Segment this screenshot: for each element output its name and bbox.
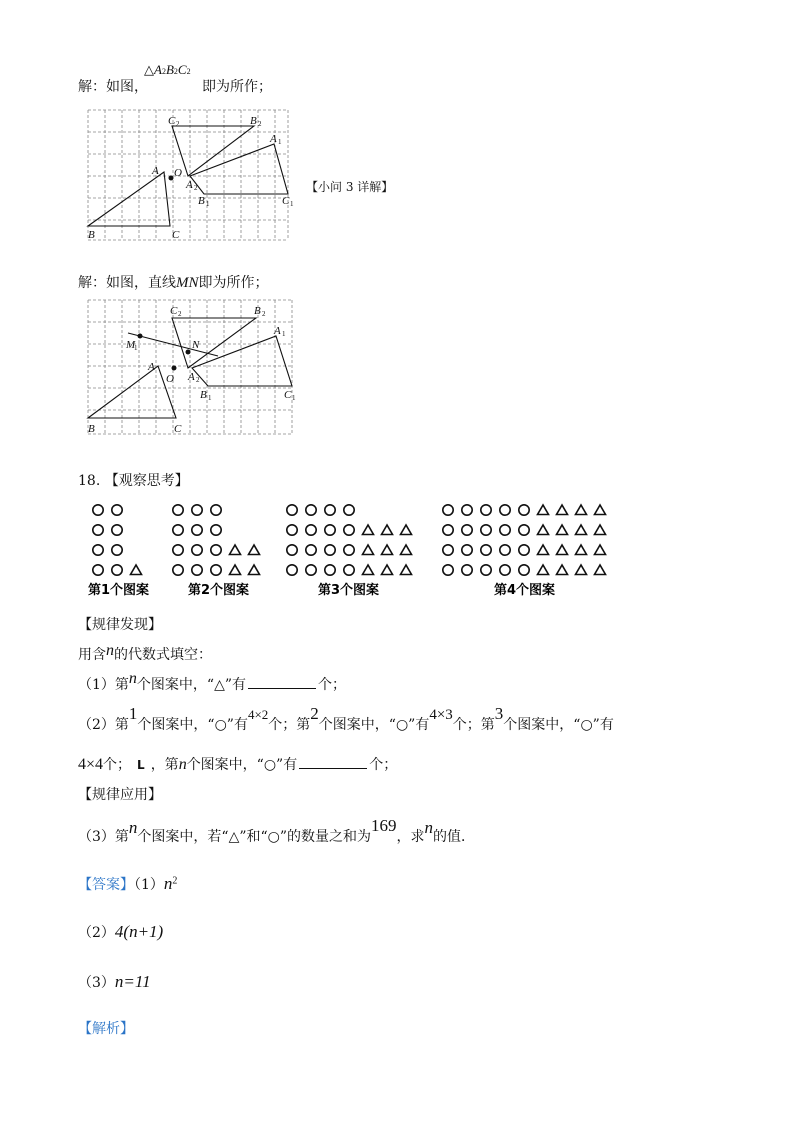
circle-mark xyxy=(173,545,183,555)
blank-1[interactable] xyxy=(248,678,316,689)
label-b2: B xyxy=(254,305,261,317)
pattern-2 xyxy=(173,505,260,598)
circle-mark xyxy=(462,565,472,575)
label-a: A xyxy=(148,361,155,373)
circle-mark xyxy=(112,545,122,555)
circle-mark xyxy=(211,545,221,555)
triangle-mark xyxy=(538,525,549,535)
circle-mark xyxy=(192,545,202,555)
label-c1: C xyxy=(284,389,292,401)
circle-mark xyxy=(344,505,354,515)
circle-mark xyxy=(112,505,122,515)
svg-text:1: 1 xyxy=(134,344,138,352)
triangle-mark xyxy=(382,525,393,535)
svg-text:1: 1 xyxy=(208,394,212,402)
label-c1: C xyxy=(282,195,290,207)
circle-mark xyxy=(325,565,335,575)
circle-mark xyxy=(173,525,183,535)
circle-mark xyxy=(344,525,354,535)
pattern-4 xyxy=(443,505,606,598)
label-o: O xyxy=(166,373,174,385)
triangle-mark xyxy=(557,525,568,535)
figure-1-grid xyxy=(88,110,294,242)
circle-mark xyxy=(443,565,453,575)
triangle-mark xyxy=(576,565,587,575)
triangle-mark xyxy=(131,565,142,575)
triangle-mark xyxy=(249,565,260,575)
label-a2: A xyxy=(186,179,193,191)
analysis-heading: 【解析】 xyxy=(78,1021,134,1037)
part-2-continued: 4×4个； L ，第n个图案中，“○”有 个； xyxy=(78,756,398,773)
triangle-mark xyxy=(595,505,606,515)
triangle-mark xyxy=(576,505,587,515)
triangle-mark xyxy=(557,505,568,515)
circle-mark xyxy=(211,525,221,535)
circle-mark xyxy=(325,545,335,555)
circle-mark xyxy=(344,545,354,555)
triangle-mark xyxy=(576,545,587,555)
circle-mark xyxy=(462,525,472,535)
triangle-mark xyxy=(363,525,374,535)
triangle-mark xyxy=(595,525,606,535)
answer-2: （2）4(n+1) xyxy=(78,922,164,941)
circle-mark xyxy=(519,505,529,515)
label-m: M xyxy=(126,339,136,351)
triangle-mark xyxy=(557,565,568,575)
svg-text:1: 1 xyxy=(282,330,286,338)
label-b2: B xyxy=(250,115,257,127)
circle-mark xyxy=(519,545,529,555)
label-a2: A xyxy=(188,371,195,383)
circle-mark xyxy=(443,545,453,555)
circle-mark xyxy=(112,565,122,575)
circle-mark xyxy=(192,565,202,575)
circle-mark xyxy=(344,565,354,575)
circle-mark xyxy=(93,525,103,535)
circle-mark xyxy=(287,525,297,535)
label-b1: B xyxy=(198,195,205,207)
triangle-mark xyxy=(538,565,549,575)
circle-mark xyxy=(306,525,316,535)
svg-text:1: 1 xyxy=(290,200,294,208)
answer-1: 【答案】$(1)n^2$ xyxy=(78,874,178,893)
triangle-mark xyxy=(576,525,587,535)
circle-mark xyxy=(519,525,529,535)
svg-text:2: 2 xyxy=(262,310,266,318)
pattern-label: 第3个图案 xyxy=(318,583,380,598)
label-c: C xyxy=(174,423,182,435)
label-b1: B xyxy=(200,389,207,401)
svg-text:1: 1 xyxy=(206,200,210,208)
pattern-3 xyxy=(287,505,412,598)
circle-mark xyxy=(306,565,316,575)
svg-text:2: 2 xyxy=(194,184,198,192)
triangle-mark xyxy=(363,565,374,575)
fill-instruction: 用含n的代数式填空： xyxy=(78,642,212,663)
circle-mark xyxy=(93,505,103,515)
pattern-1 xyxy=(88,505,149,598)
triangle-mark xyxy=(382,545,393,555)
circle-mark xyxy=(192,525,202,535)
rule-application-heading: 【规律应用】 xyxy=(78,787,162,803)
part-1: （1）第n个图案中，“△”有 个； xyxy=(78,670,347,693)
circle-mark xyxy=(211,565,221,575)
note-sub-question-3: 【小问 3 详解】 xyxy=(306,180,394,194)
label-a1: A xyxy=(270,133,277,145)
svg-text:2: 2 xyxy=(176,120,180,128)
circle-mark xyxy=(192,505,202,515)
triangle-mark xyxy=(538,505,549,515)
circle-mark xyxy=(462,545,472,555)
circle-mark xyxy=(481,505,491,515)
triangle-mark xyxy=(595,565,606,575)
circle-mark xyxy=(481,525,491,535)
triangle-mark xyxy=(249,545,260,555)
circle-mark xyxy=(112,525,122,535)
circle-mark xyxy=(500,565,510,575)
circle-mark xyxy=(500,545,510,555)
pattern-figures xyxy=(86,496,626,600)
circle-mark xyxy=(481,545,491,555)
triangle-mark xyxy=(538,545,549,555)
triangle-a2b2c2: △A2B2C2 xyxy=(144,62,191,77)
circle-mark xyxy=(500,525,510,535)
pattern-label: 第4个图案 xyxy=(494,583,556,598)
part-3: （3）第n个图案中，若“△”和“○”的数量之和为169，求n的值． xyxy=(78,816,476,845)
answer-3: （3）n=11 xyxy=(78,972,151,991)
label-n: N xyxy=(192,339,200,351)
circle-mark xyxy=(519,565,529,575)
triangle-mark xyxy=(401,545,412,555)
figure-2-grid xyxy=(88,300,296,436)
triangle-mark xyxy=(382,565,393,575)
circle-mark xyxy=(93,565,103,575)
svg-text:2: 2 xyxy=(178,310,182,318)
circle-mark xyxy=(211,505,221,515)
circle-mark xyxy=(443,525,453,535)
label-c: C xyxy=(172,229,180,241)
label-c2: C xyxy=(168,115,176,127)
svg-text:1: 1 xyxy=(278,138,282,146)
label-a: A xyxy=(152,165,159,177)
circle-mark xyxy=(93,545,103,555)
label-a1: A xyxy=(274,325,281,337)
label-c2: C xyxy=(170,305,178,317)
circle-mark xyxy=(481,565,491,575)
pattern-label: 第2个图案 xyxy=(188,583,250,598)
circle-mark xyxy=(287,545,297,555)
circle-mark xyxy=(173,565,183,575)
svg-text:1: 1 xyxy=(292,394,296,402)
triangle-mark xyxy=(557,545,568,555)
circle-mark xyxy=(443,505,453,515)
label-o: O xyxy=(174,167,182,179)
pattern-label: 第1个图案 xyxy=(88,583,150,598)
label-b: B xyxy=(88,423,95,435)
circle-mark xyxy=(462,505,472,515)
rule-discovery-heading: 【规律发现】 xyxy=(78,617,162,633)
blank-2[interactable] xyxy=(299,758,367,769)
triangle-mark xyxy=(401,525,412,535)
triangle-mark xyxy=(363,545,374,555)
circle-mark xyxy=(306,505,316,515)
circle-mark xyxy=(173,505,183,515)
circle-mark xyxy=(325,505,335,515)
label-b: B xyxy=(88,229,95,241)
svg-text:2: 2 xyxy=(196,376,200,384)
svg-text:2: 2 xyxy=(258,120,262,128)
solution-line-3: 解：如图，直线MN即为所作； xyxy=(78,275,269,291)
answer-tag: 【答案】 xyxy=(78,877,134,893)
solution-line-2-suffix: 即为所作； xyxy=(202,79,272,95)
circle-mark xyxy=(500,505,510,515)
q18-heading: 18. 【观察思考】 xyxy=(78,473,189,489)
triangle-mark xyxy=(230,545,241,555)
circle-mark xyxy=(287,505,297,515)
triangle-mark xyxy=(401,565,412,575)
solution-line-2: 解：如图， xyxy=(78,79,148,95)
part-2: （2）第1个图案中，“○”有4×2个；第2个图案中，“○”有4×3个；第3个图案中，“○”有 xyxy=(78,704,614,733)
triangle-mark xyxy=(595,545,606,555)
triangle-mark xyxy=(230,565,241,575)
circle-mark xyxy=(287,565,297,575)
circle-mark xyxy=(325,525,335,535)
circle-mark xyxy=(306,545,316,555)
